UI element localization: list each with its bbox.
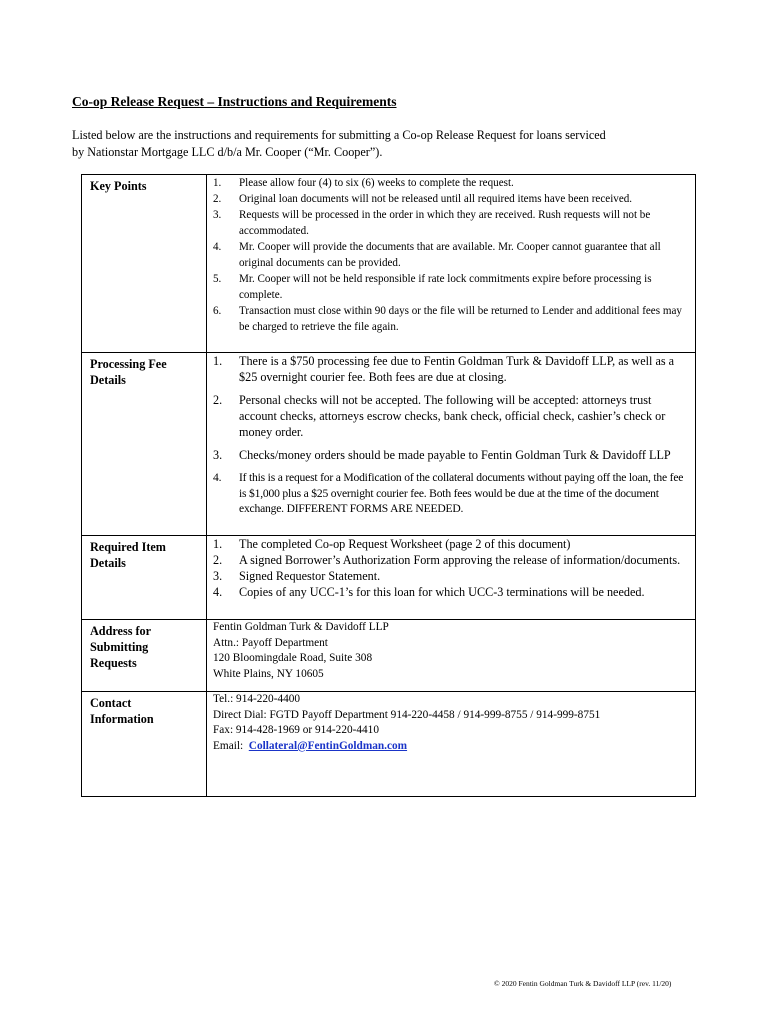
address-line: Fentin Goldman Turk & Davidoff LLP	[213, 621, 389, 633]
row-address	[82, 620, 696, 692]
list-item: 2. A signed Borrower’s Authorization Form approving the release of information/documents.	[213, 553, 681, 567]
key-points-list	[213, 175, 689, 335]
requirements-table	[81, 174, 696, 797]
content-key-points	[207, 175, 696, 353]
contact-email-line	[213, 739, 689, 755]
row-processing-fee	[82, 353, 696, 536]
page-title: Co-op Release Request – Instructions and Requirements	[72, 94, 397, 109]
address-line: White Plains, NY 10605	[213, 667, 324, 680]
required-items-list	[213, 536, 689, 600]
list-item: 4. If this is a request for a Modification of the collateral documents without paying off the loan, the fee is $1,000 plus a $25 overnight courier fee. Both fees would be due at the time of the document exchange. DIFFERENT FORMS ARE NEEDED.	[213, 471, 684, 516]
intro-line-2: by Nationstar Mortgage LLC d/b/a Mr. Cooper (“Mr. Cooper”).	[72, 145, 383, 159]
contact-direct-dial: Direct Dial: FGTD Payoff Department 914-220-4458 / 914-999-8755 / 914-999-8751	[213, 708, 601, 721]
content-processing-fee	[207, 353, 696, 536]
list-item: 2. Original loan documents will not be released until all required items have been received.	[213, 193, 633, 205]
list-item: 3. Signed Requestor Statement.	[213, 569, 381, 583]
row-required-items	[82, 536, 696, 620]
label-contact: Contact Information	[82, 692, 207, 797]
content-required-items	[207, 536, 696, 620]
list-item: 3. Requests will be processed in the order in which they are received. Rush requests will not be accommodated.	[213, 209, 651, 237]
contact-tel: Tel.: 914-220-4400	[213, 693, 301, 705]
list-item: 3. Checks/money orders should be made payable to Fentin Goldman Turk & Davidoff LLP	[213, 448, 671, 462]
list-item: 1. There is a $750 processing fee due to Fentin Goldman Turk & Davidoff LLP, as well as a $25 overnight courier fee. Both fees are due at closing.	[213, 354, 675, 384]
list-item: 4. Copies of any UCC-1’s for this loan for which UCC-3 terminations will be needed.	[213, 585, 645, 599]
content-address	[207, 620, 696, 692]
label-required-items: Required Item Details	[82, 536, 207, 620]
list-item: 4. Mr. Cooper will provide the documents that are available. Mr. Cooper cannot guarantee that all original documents can be provided.	[213, 241, 661, 269]
list-item: 1. Please allow four (4) to six (6) weeks to complete the request.	[213, 177, 514, 189]
content-contact	[207, 692, 696, 797]
email-label: Email:	[213, 739, 249, 752]
label-processing-fee: Processing Fee Details	[82, 353, 207, 536]
processing-fee-list	[213, 353, 689, 517]
list-item: 6. Transaction must close within 90 days or the file will be returned to Lender and additional fees may be charged to retrieve the file again.	[213, 305, 682, 333]
label-key-points: Key Points	[82, 175, 207, 353]
email-link[interactable]: Collateral@FentinGoldman.com	[248, 739, 408, 752]
row-key-points	[82, 175, 696, 353]
contact-fax: Fax: 914-428-1969 or 914-220-4410	[213, 724, 379, 737]
address-line: 120 Bloomingdale Road, Suite 308	[213, 652, 373, 665]
row-contact	[82, 692, 696, 797]
intro-paragraph	[72, 127, 692, 161]
list-item: 1. The completed Co-op Request Worksheet (page 2 of this document)	[213, 537, 571, 551]
label-address: Address for Submitting Requests	[82, 620, 207, 692]
intro-line-1: Listed below are the instructions and requirements for submitting a Co-op Release Request for loans serviced	[72, 128, 606, 142]
list-item: 5. Mr. Cooper will not be held responsible if rate lock commitments expire before processing is complete.	[213, 273, 652, 301]
footer-copyright: © 2020 Fentin Goldman Turk & Davidoff LLP (rev. 11/20)	[494, 979, 672, 988]
list-item: 2. Personal checks will not be accepted. The following will be accepted: attorneys trust account checks, attorneys escrow checks, bank check, official check, cashier’s check or money order.	[213, 393, 666, 439]
address-line: Attn.: Payoff Department	[213, 636, 328, 649]
